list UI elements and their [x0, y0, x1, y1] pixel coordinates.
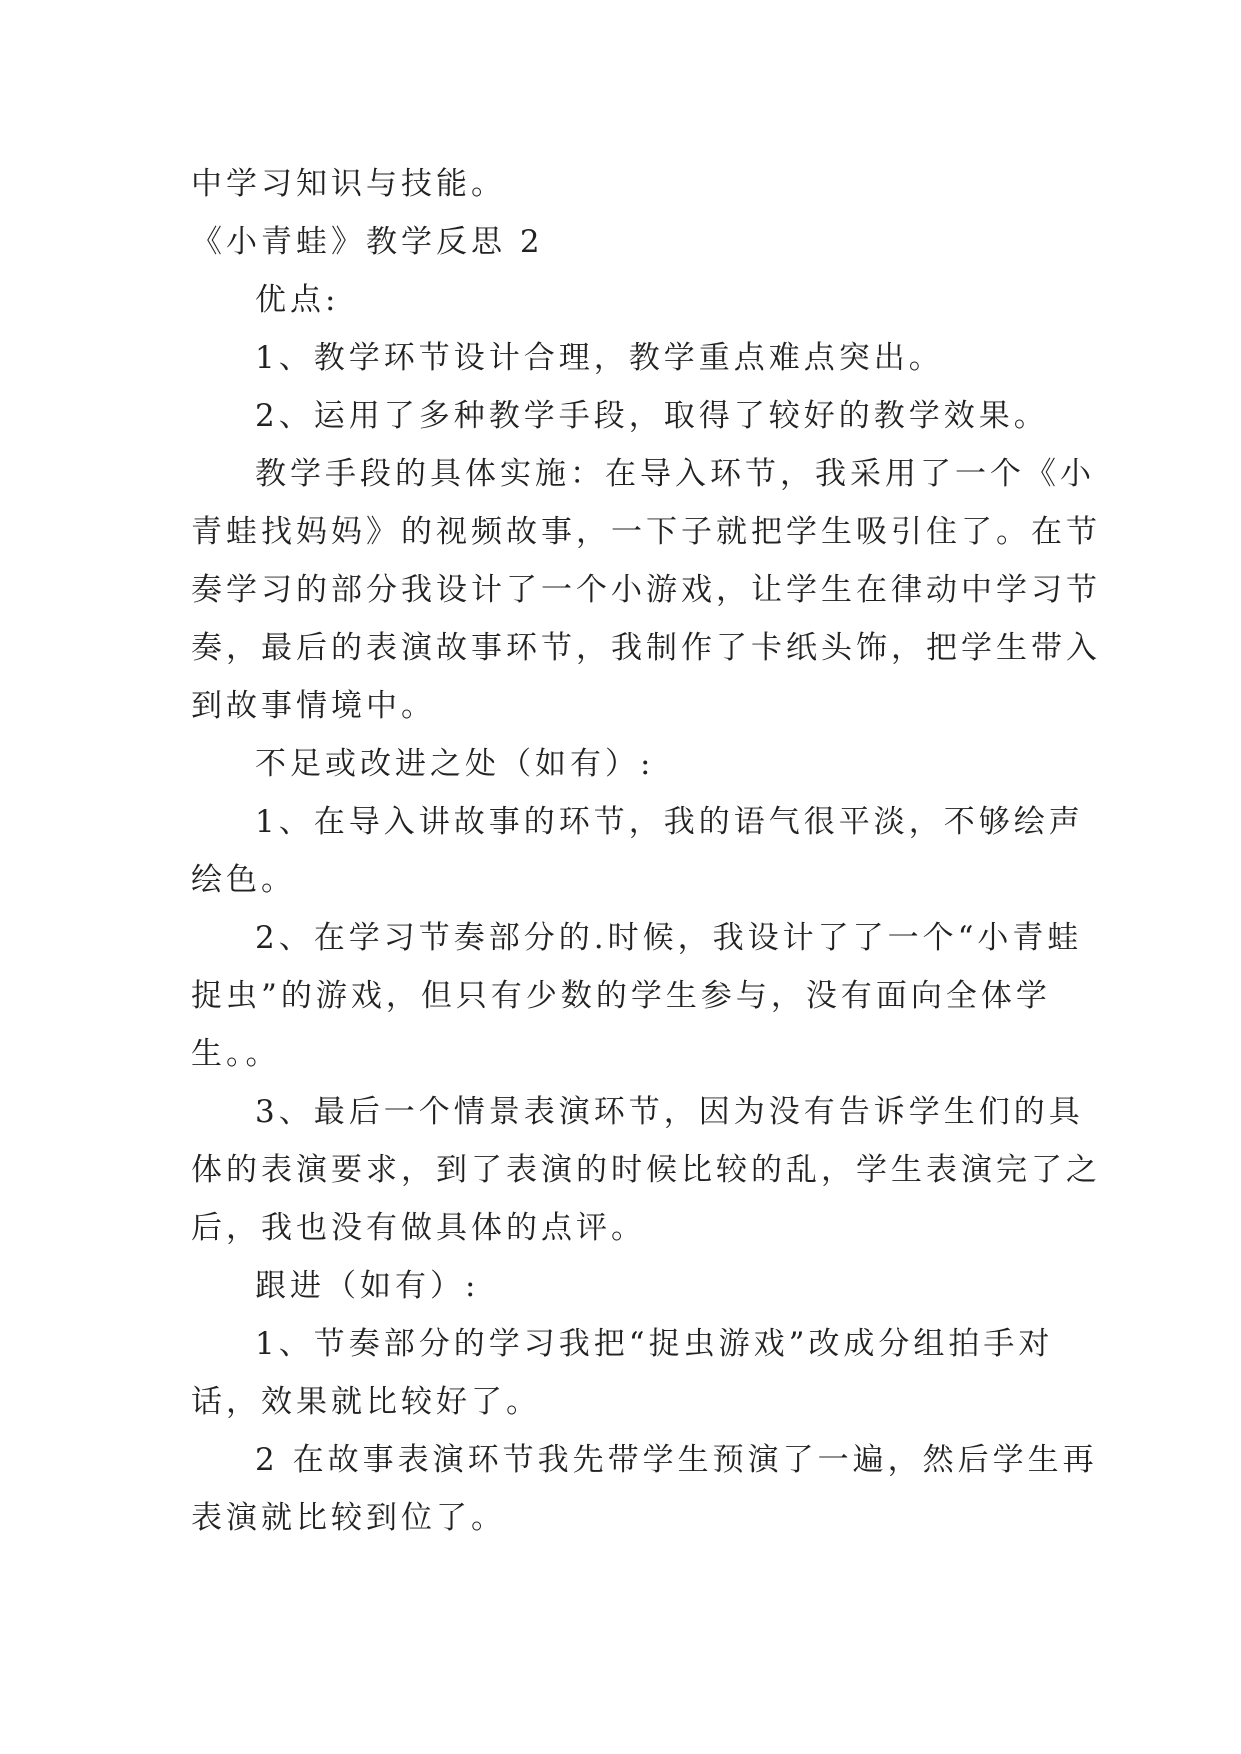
- list-item: 2、运用了多种教学手段，取得了较好的教学效果。: [255, 398, 1049, 434]
- paragraph-line: 绘色。: [191, 862, 296, 898]
- paragraph-line: 奏学习的部分我设计了一个小游戏，让学生在律动中学习节: [191, 572, 1101, 608]
- list-item: 1、节奏部分的学习我把“捉虫游戏”改成分组拍手对: [255, 1326, 1054, 1362]
- heading-shortcomings: 不足或改进之处（如有）:: [255, 746, 655, 782]
- heading-advantages: 优点:: [255, 282, 340, 318]
- paragraph-line: 后，我也没有做具体的点评。: [191, 1210, 646, 1246]
- paragraph-line: 生。。: [191, 1036, 281, 1072]
- document-body: [191, 155, 1101, 1547]
- paragraph-line: 捉虫”的游戏，但只有少数的学生参与，没有面向全体学: [191, 978, 1051, 1014]
- paragraph-line: 体的表演要求，到了表演的时候比较的乱，学生表演完了之: [191, 1152, 1101, 1188]
- section-title: 《小青蛙》教学反思 2: [191, 224, 544, 260]
- paragraph-line: 奏，最后的表演故事环节，我制作了卡纸头饰，把学生带入: [191, 630, 1101, 666]
- list-item: 3、最后一个情景表演环节，因为没有告诉学生们的具: [255, 1094, 1084, 1130]
- list-item: 2 在故事表演环节我先带学生预演了一遍，然后学生再: [255, 1442, 1098, 1478]
- paragraph-line: 中学习知识与技能。: [191, 166, 506, 202]
- paragraph-line: 教学手段的具体实施：在导入环节，我采用了一个《小: [255, 456, 1095, 492]
- list-item: 2、在学习节奏部分的.时候，我设计了了一个“小青蛙: [255, 920, 1083, 956]
- paragraph-line: 话，效果就比较好了。: [191, 1384, 541, 1420]
- paragraph-line: 青蛙找妈妈》的视频故事，一下子就把学生吸引住了。在节: [191, 514, 1101, 550]
- paragraph-line: 到故事情境中。: [191, 688, 436, 724]
- list-item: 1、在导入讲故事的环节，我的语气很平淡，不够绘声: [255, 804, 1084, 840]
- paragraph-line: 表演就比较到位了。: [191, 1500, 506, 1536]
- list-item: 1、教学环节设计合理，教学重点难点突出。: [255, 340, 944, 376]
- heading-follow-up: 跟进（如有）:: [255, 1268, 480, 1304]
